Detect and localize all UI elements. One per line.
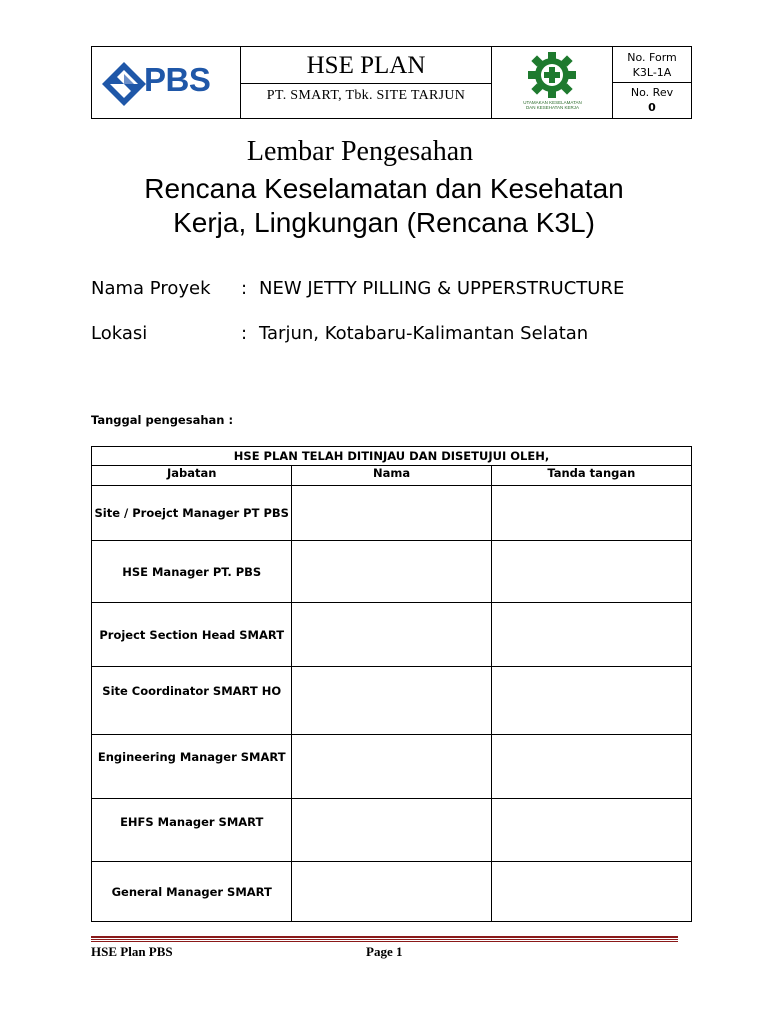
table-row (92, 799, 692, 862)
approval-table-caption: HSE PLAN TELAH DITINJAU DAN DISETUJUI OLEH, (92, 447, 692, 466)
company-logo-cell (92, 47, 241, 118)
approval-date-label: Tanggal pengesahan : (91, 413, 234, 427)
doc-title: HSE PLAN (241, 47, 491, 84)
column-header-jabatan: Jabatan (92, 466, 292, 486)
form-info-cell (613, 47, 691, 118)
title-cell (241, 47, 492, 118)
role-cell: HSE Manager PT. PBS (92, 541, 292, 603)
page-heading-line1: Rencana Keselamatan dan Kesehatan (144, 173, 624, 204)
table-row (92, 667, 692, 735)
doc-subtitle: PT. SMART, Tbk. SITE TARJUN (266, 88, 466, 103)
page-number: Page 1 (366, 944, 403, 959)
signature-cell (491, 486, 691, 541)
footer-rule (91, 939, 678, 940)
role-cell: General Manager SMART (92, 862, 292, 922)
name-cell (292, 667, 491, 735)
name-cell (292, 541, 491, 603)
signature-cell (491, 541, 691, 603)
revision-number: No. Rev 0 (630, 86, 674, 114)
approval-table (91, 446, 692, 922)
role-cell: Site / Proejct Manager PT PBS (92, 486, 292, 541)
name-cell (292, 799, 491, 862)
signature-cell (491, 799, 691, 862)
column-header-nama: Nama (292, 466, 491, 486)
location-label: Lokasi (91, 323, 148, 344)
role-cell: Project Section Head SMART (92, 603, 292, 667)
location-value: Tarjun, Kotabaru-Kalimantan Selatan (259, 323, 589, 344)
logo-text: PBS (144, 61, 211, 98)
page-heading-line2: Kerja, Lingkungan (Rencana K3L) (173, 207, 595, 238)
table-row (92, 862, 692, 922)
table-row (92, 603, 692, 667)
footer-rule (91, 936, 678, 938)
footer-rule (91, 941, 678, 942)
colon: : (241, 323, 248, 344)
role-cell: Engineering Manager SMART (92, 735, 292, 799)
role-cell: EHFS Manager SMART (92, 799, 292, 862)
form-number: No. Form K3L-1A (613, 47, 691, 83)
project-name-label: Nama Proyek (91, 278, 211, 299)
k3-gear-cross-icon (525, 52, 579, 102)
signature-cell (491, 735, 691, 799)
table-row (92, 541, 692, 603)
project-name-value: NEW JETTY PILLING & UPPERSTRUCTURE (259, 278, 625, 299)
k3-logo-cell (492, 47, 613, 118)
pbs-logo-icon (100, 60, 148, 108)
column-header-tanda-tangan: Tanda tangan (491, 466, 691, 486)
table-row (92, 735, 692, 799)
document-header (91, 46, 692, 119)
colon: : (241, 278, 248, 299)
table-row (92, 486, 692, 541)
name-cell (292, 603, 491, 667)
name-cell (292, 862, 491, 922)
signature-cell (491, 603, 691, 667)
signature-cell (491, 667, 691, 735)
name-cell (292, 735, 491, 799)
footer-doc-name: HSE Plan PBS (91, 944, 173, 959)
page-title: Lembar Pengesahan (246, 136, 474, 167)
name-cell (292, 486, 491, 541)
k3-caption: UTAMAKAN KESELAMATAN DAN KESEHATAN KERJA (523, 100, 582, 110)
role-cell: Site Coordinator SMART HO (92, 667, 292, 735)
signature-cell (491, 862, 691, 922)
